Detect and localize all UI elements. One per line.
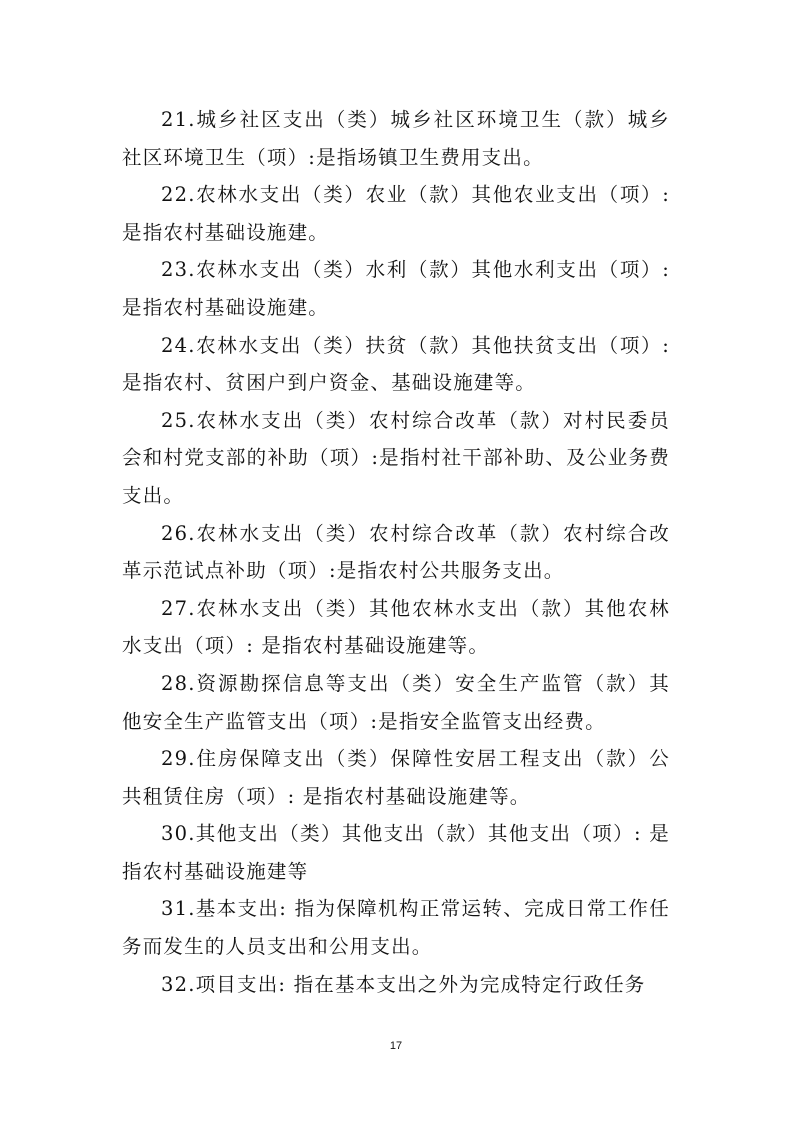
paragraph-23: 23.农林水支出（类）水利（款）其他水利支出（项）:是指农村基础设施建。 xyxy=(122,258,670,319)
paragraph-27: 27.农林水支出（类）其他农林水支出（款）其他农林水支出（项）: 是指农村基础设施建等。 xyxy=(122,596,670,658)
paragraph-29: 29.住房保障支出（类）保障性安居工程支出（款）公共租赁住房（项）: 是指农村基础设施建等。 xyxy=(122,747,670,808)
paragraph-30: 30.其他支出（类）其他支出（款）其他支出（项）: 是指农村基础设施建等 xyxy=(122,822,670,883)
paragraph-25: 25.农林水支出（类）农村综合改革（款）对村民委员会和村党支部的补助（项）:是指村社干部补助、及公业务费支出。 xyxy=(122,408,670,507)
paragraph-24: 24.农林水支出（类）扶贫（款）其他扶贫支出（项）:是指农村、贫困户到户资金、基础设施建等。 xyxy=(122,333,670,395)
paragraph-28: 28.资源勘探信息等支出（类）安全生产监管（款）其他安全生产监管支出（项）:是指安全监管支出经费。 xyxy=(122,671,670,733)
paragraph-21: 21.城乡社区支出（类）城乡社区环境卫生（款）城乡社区环境卫生（项）:是指场镇卫生费用支出。 xyxy=(122,108,670,169)
page-number: 17 xyxy=(389,1040,403,1052)
paragraph-31: 31.基本支出: 指为保障机构正常运转、完成日常工作任务而发生的人员支出和公用支出。 xyxy=(122,897,670,959)
paragraph-22: 22.农林水支出（类）农业（款）其他农业支出（项）:是指农村基础设施建。 xyxy=(122,183,670,244)
paragraph-32: 32.项目支出: 指在基本支出之外为完成特定行政任务 xyxy=(161,972,646,996)
body-text xyxy=(122,101,670,1003)
paragraph-26: 26.农林水支出（类）农村综合改革（款）农村综合改革示范试点补助（项）:是指农村公共服务支出。 xyxy=(122,521,670,583)
